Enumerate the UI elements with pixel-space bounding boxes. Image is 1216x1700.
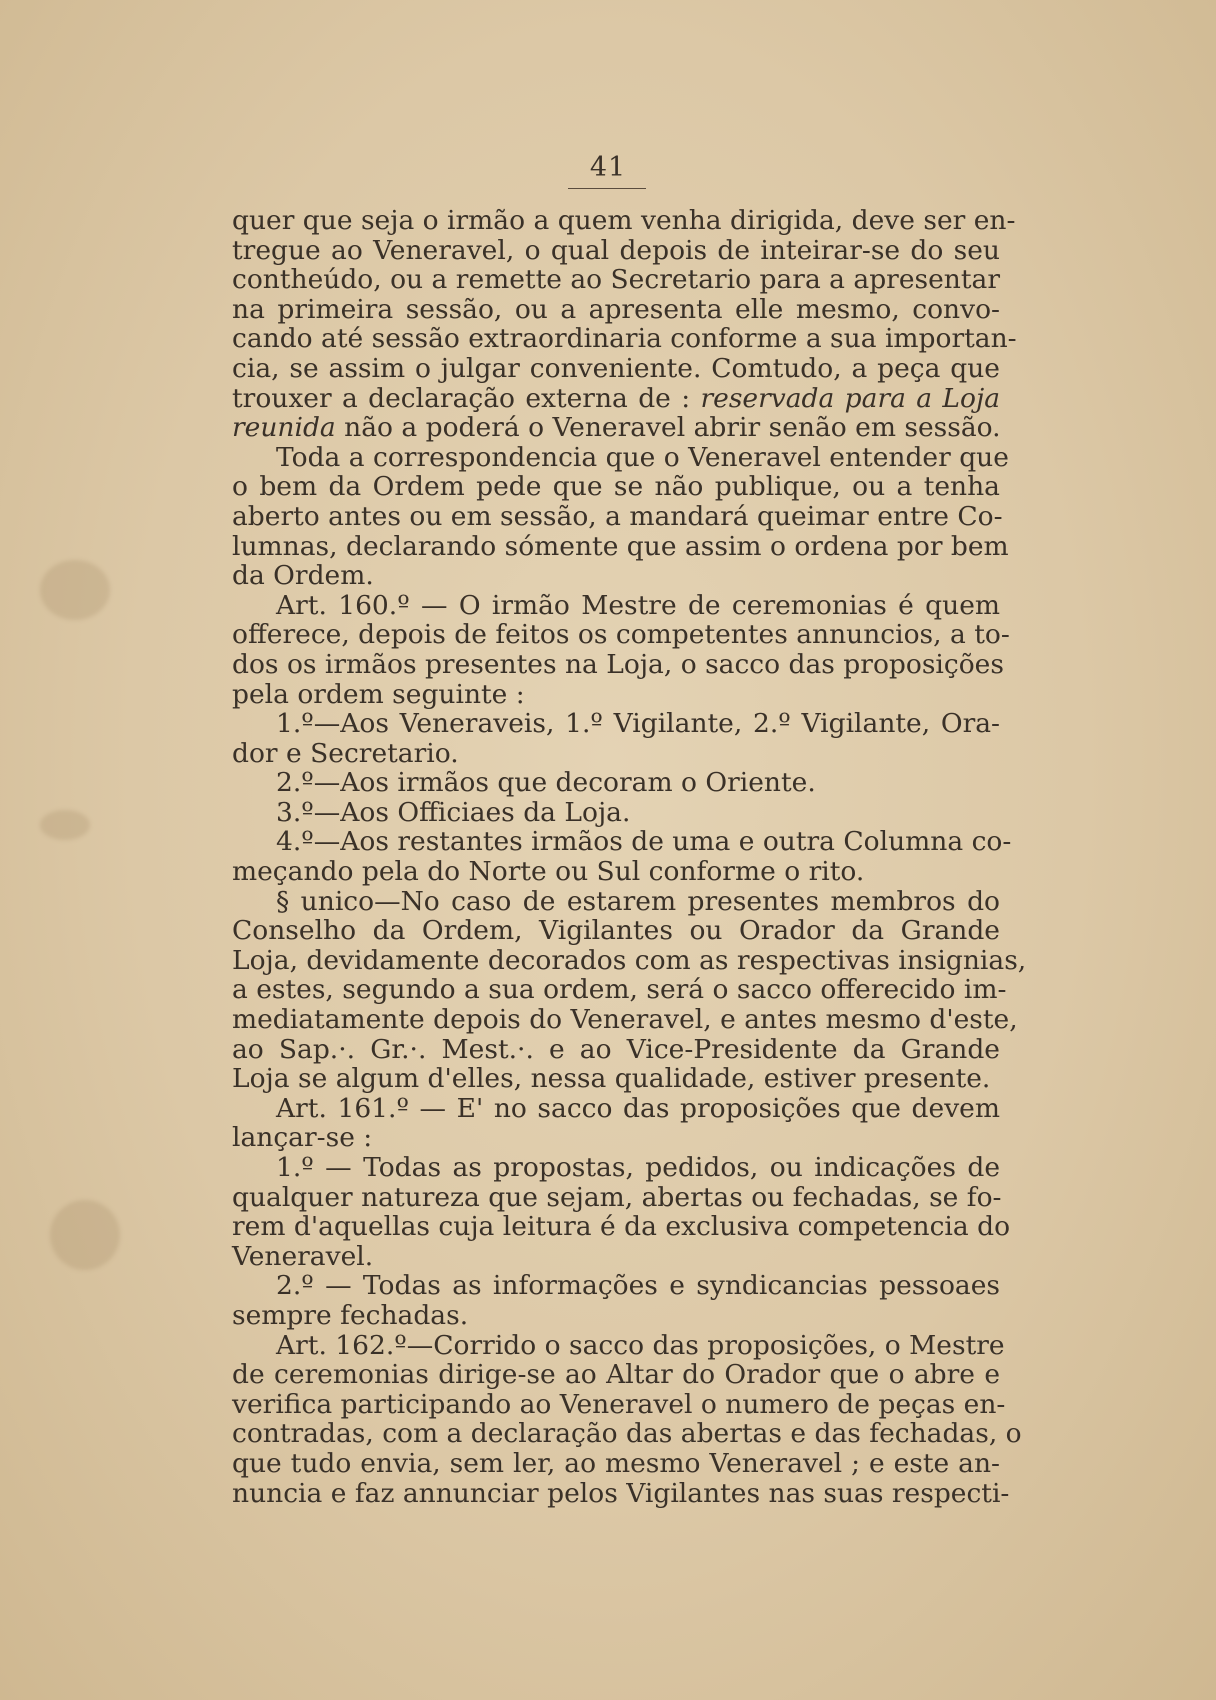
text-line: da Ordem. [232,560,374,592]
paper-stain [50,1200,120,1270]
text-line: 2.º—Aos irmãos que decoram o Oriente. [276,767,816,799]
text-line: que tudo envia, sem ler, ao mesmo Veneravel ; e este an- [232,1447,1000,1479]
text-line: 4.º—Aos restantes irmãos de uma e outra Columna co- [276,826,1012,858]
text-line: aberto antes ou em sessão, a mandará queimar entre Co- [232,500,1003,532]
paper-stain [40,810,90,840]
text-line: meçando pela do Norte ou Sul conforme o rito. [232,856,865,888]
text-line: qualquer natureza que sejam, abertas ou fechadas, se fo- [232,1181,1002,1213]
text-segment: trouxer a declaração externa de : [232,382,701,414]
text-line: 1.º—Aos Veneraveis, 1.º Vigilante, 2.º Vigilante, Ora- [276,708,1000,740]
text-line: offerece, depois de feitos os competentes annuncios, a to- [232,619,1010,651]
text-line: Art. 162.º—Corrido o sacco das proposições, o Mestre [276,1329,1005,1361]
text-line: de ceremonias dirige-se ao Altar do Orador que o abre e [232,1359,1000,1391]
text-line: contheúdo, ou a remette ao Secretario para a apresentar [232,264,1000,296]
text-line [232,384,1000,414]
text-line: 3.º—Aos Officiaes da Loja. [276,796,631,828]
text-line: tregue ao Veneravel, o qual depois de inteirar-se do seu [232,234,1000,266]
text-line: rem d'aquellas cuja leitura é da exclusiva competencia do [232,1211,1011,1243]
text-line: § unico—No caso de estarem presentes membros do [276,885,1000,917]
text-line: dos os irmãos presentes na Loja, o sacco das proposições [232,648,1004,680]
text-line: cando até sessão extraordinaria conforme a sua importan- [232,323,1017,355]
text-line: Toda a correspondencia que o Veneravel entender que [276,441,1009,473]
text-line: ao Sap.·. Gr.·. Mest.·. e ao Vice-Presidente da Grande [232,1033,1000,1065]
text-segment: não a poderá o Veneravel abrir senão em sessão. [335,412,1001,444]
italic-text-segment: reunida [232,412,336,444]
text-line: Conselho da Ordem, Vigilantes ou Orador da Grande [232,915,1000,947]
text-line: pela ordem seguinte : [232,678,525,710]
text-line: Art. 161.º — E' no sacco das proposições que devem [276,1092,1000,1124]
text-line: a estes, segundo a sua ordem, será o sacco offerecido im- [232,974,1007,1006]
paper-stain [40,560,110,620]
text-line [232,413,1000,443]
text-line: lumnas, declarando sómente que assim o ordena por bem [232,530,1009,562]
text-line: Art. 160.º — O irmão Mestre de ceremonias é quem [276,589,1000,621]
page-number-rule [568,188,646,189]
text-line: na primeira sessão, ou a apresenta elle mesmo, convo- [232,293,1000,325]
text-line: 1.º — Todas as propostas, pedidos, ou indicações de [276,1152,1000,1183]
text-line: verifica participando ao Veneravel o numero de peças en- [232,1388,1006,1420]
text-line: Loja, devidamente decorados com as respectivas insignias, [232,944,1027,976]
body-text [232,205,1027,1509]
page-number: 41 [589,152,627,183]
text-line: 2.º — Todas as informações e syndicancias pessoaes [276,1270,1000,1302]
text-line: o bem da Ordem pede que se não publique, ou a tenha [232,471,1000,503]
text-line: nuncia e faz annunciar pelos Vigilantes nas suas respecti- [232,1477,1010,1509]
text-line: Veneravel. [232,1240,374,1272]
italic-text-segment: reservada para a Loja [700,382,1000,414]
text-line: Loja se algum d'elles, nessa qualidade, estiver presente. [232,1063,991,1095]
text-line: contradas, com a declaração das abertas e das fechadas, o [232,1418,1022,1450]
text-line: sempre fechadas. [232,1299,469,1331]
text-line: dor e Secretario. [232,737,459,769]
text-line: mediatamente depois do Veneravel, e antes mesmo d'este, [232,1004,1018,1036]
text-line: lançar-se : [232,1122,373,1154]
text-line: quer que seja o irmão a quem venha dirigida, deve ser en- [232,205,1016,236]
text-line: cia, se assim o julgar conveniente. Comtudo, a peça que [232,352,1000,384]
